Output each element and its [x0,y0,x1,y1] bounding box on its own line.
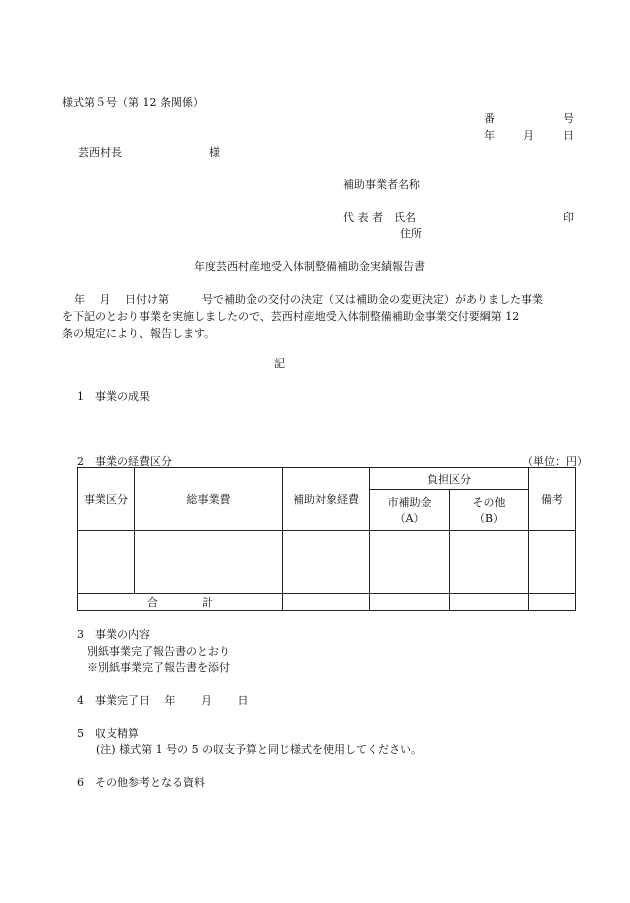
header-burden: 負担区分 [370,468,529,490]
address-label: 住所 [400,227,422,240]
unit-label: （単位：円） [522,455,588,468]
body-line-3: 条の規定により、報告します。 [62,327,216,340]
section-3-line-2: ※別紙事業完了報告書を添付 [87,661,230,674]
cell-remarks [529,531,576,594]
section-1-heading: 1 事業の成果 [77,390,150,403]
addressee-honorific: 様 [209,146,220,159]
cell-eligible [283,531,370,594]
section-2-heading: 2 事業の経費区分 [77,455,172,468]
business-name-label: 補助事業者名称 [343,178,420,191]
document-title: 年度芸西村産地受入体制整備補助金実績報告書 [194,260,425,273]
total-eligible [283,594,370,611]
section-5-heading: 5 収支精算 [77,727,139,740]
header-eligible: 補助対象経費 [283,468,370,531]
other-b: （B） [473,512,505,525]
total-label: 合 計 [78,594,283,611]
other-label: その他 [472,496,506,509]
header-other [450,490,529,531]
table-row [78,531,576,594]
date-day: 日 [563,129,574,142]
table-header-row [78,468,576,490]
section-5-note: (注) 様式第 1 号の 5 の収支予算と同じ様式を使用してください。 [96,743,423,756]
cell-category [78,531,135,594]
body-line-1: 年 月 日付け第 号で補助金の交付の決定（又は補助金の変更決定）がありました事業 [74,293,543,306]
seal-mark: 印 [563,211,574,224]
addressee-name: 芸西村長 [78,146,122,159]
ki-heading: 記 [274,357,285,370]
date-year: 年 [484,129,495,142]
table-total-row [78,594,576,611]
cell-city-subsidy [370,531,450,594]
body-paragraph [62,291,582,342]
total-city-subsidy [370,594,450,611]
total-remarks [529,594,576,611]
expense-table [77,467,576,611]
header-total: 総事業費 [135,468,283,531]
cell-other [450,531,529,594]
header-category: 事業区分 [78,468,135,531]
form-label: 様式第５号（第 12 条関係） [62,96,204,109]
section-4-heading: 4 事業完了日 年 月 日 [77,694,249,707]
city-subsidy-a: （A） [394,512,425,525]
body-line-2: を下記のとおり事業を実施しましたので、芸西村産地受入体制整備補助金事業交付要綱第 12 [62,310,520,323]
section-3-line-1: 別紙事業完了報告書のとおり [87,645,230,658]
header-remarks: 備考 [529,468,576,531]
total-other [450,594,529,611]
cell-total [135,531,283,594]
number-kanji: 番 [484,112,495,125]
header-city-subsidy [370,490,450,531]
city-subsidy-label: 市補助金 [387,496,432,509]
representative-label: 代 表 者 氏名 [343,211,416,224]
date-month: 月 [523,129,534,142]
section-3-heading: 3 事業の内容 [77,628,150,641]
section-6-heading: 6 その他参考となる資料 [77,776,205,789]
number-suffix: 号 [563,112,574,125]
